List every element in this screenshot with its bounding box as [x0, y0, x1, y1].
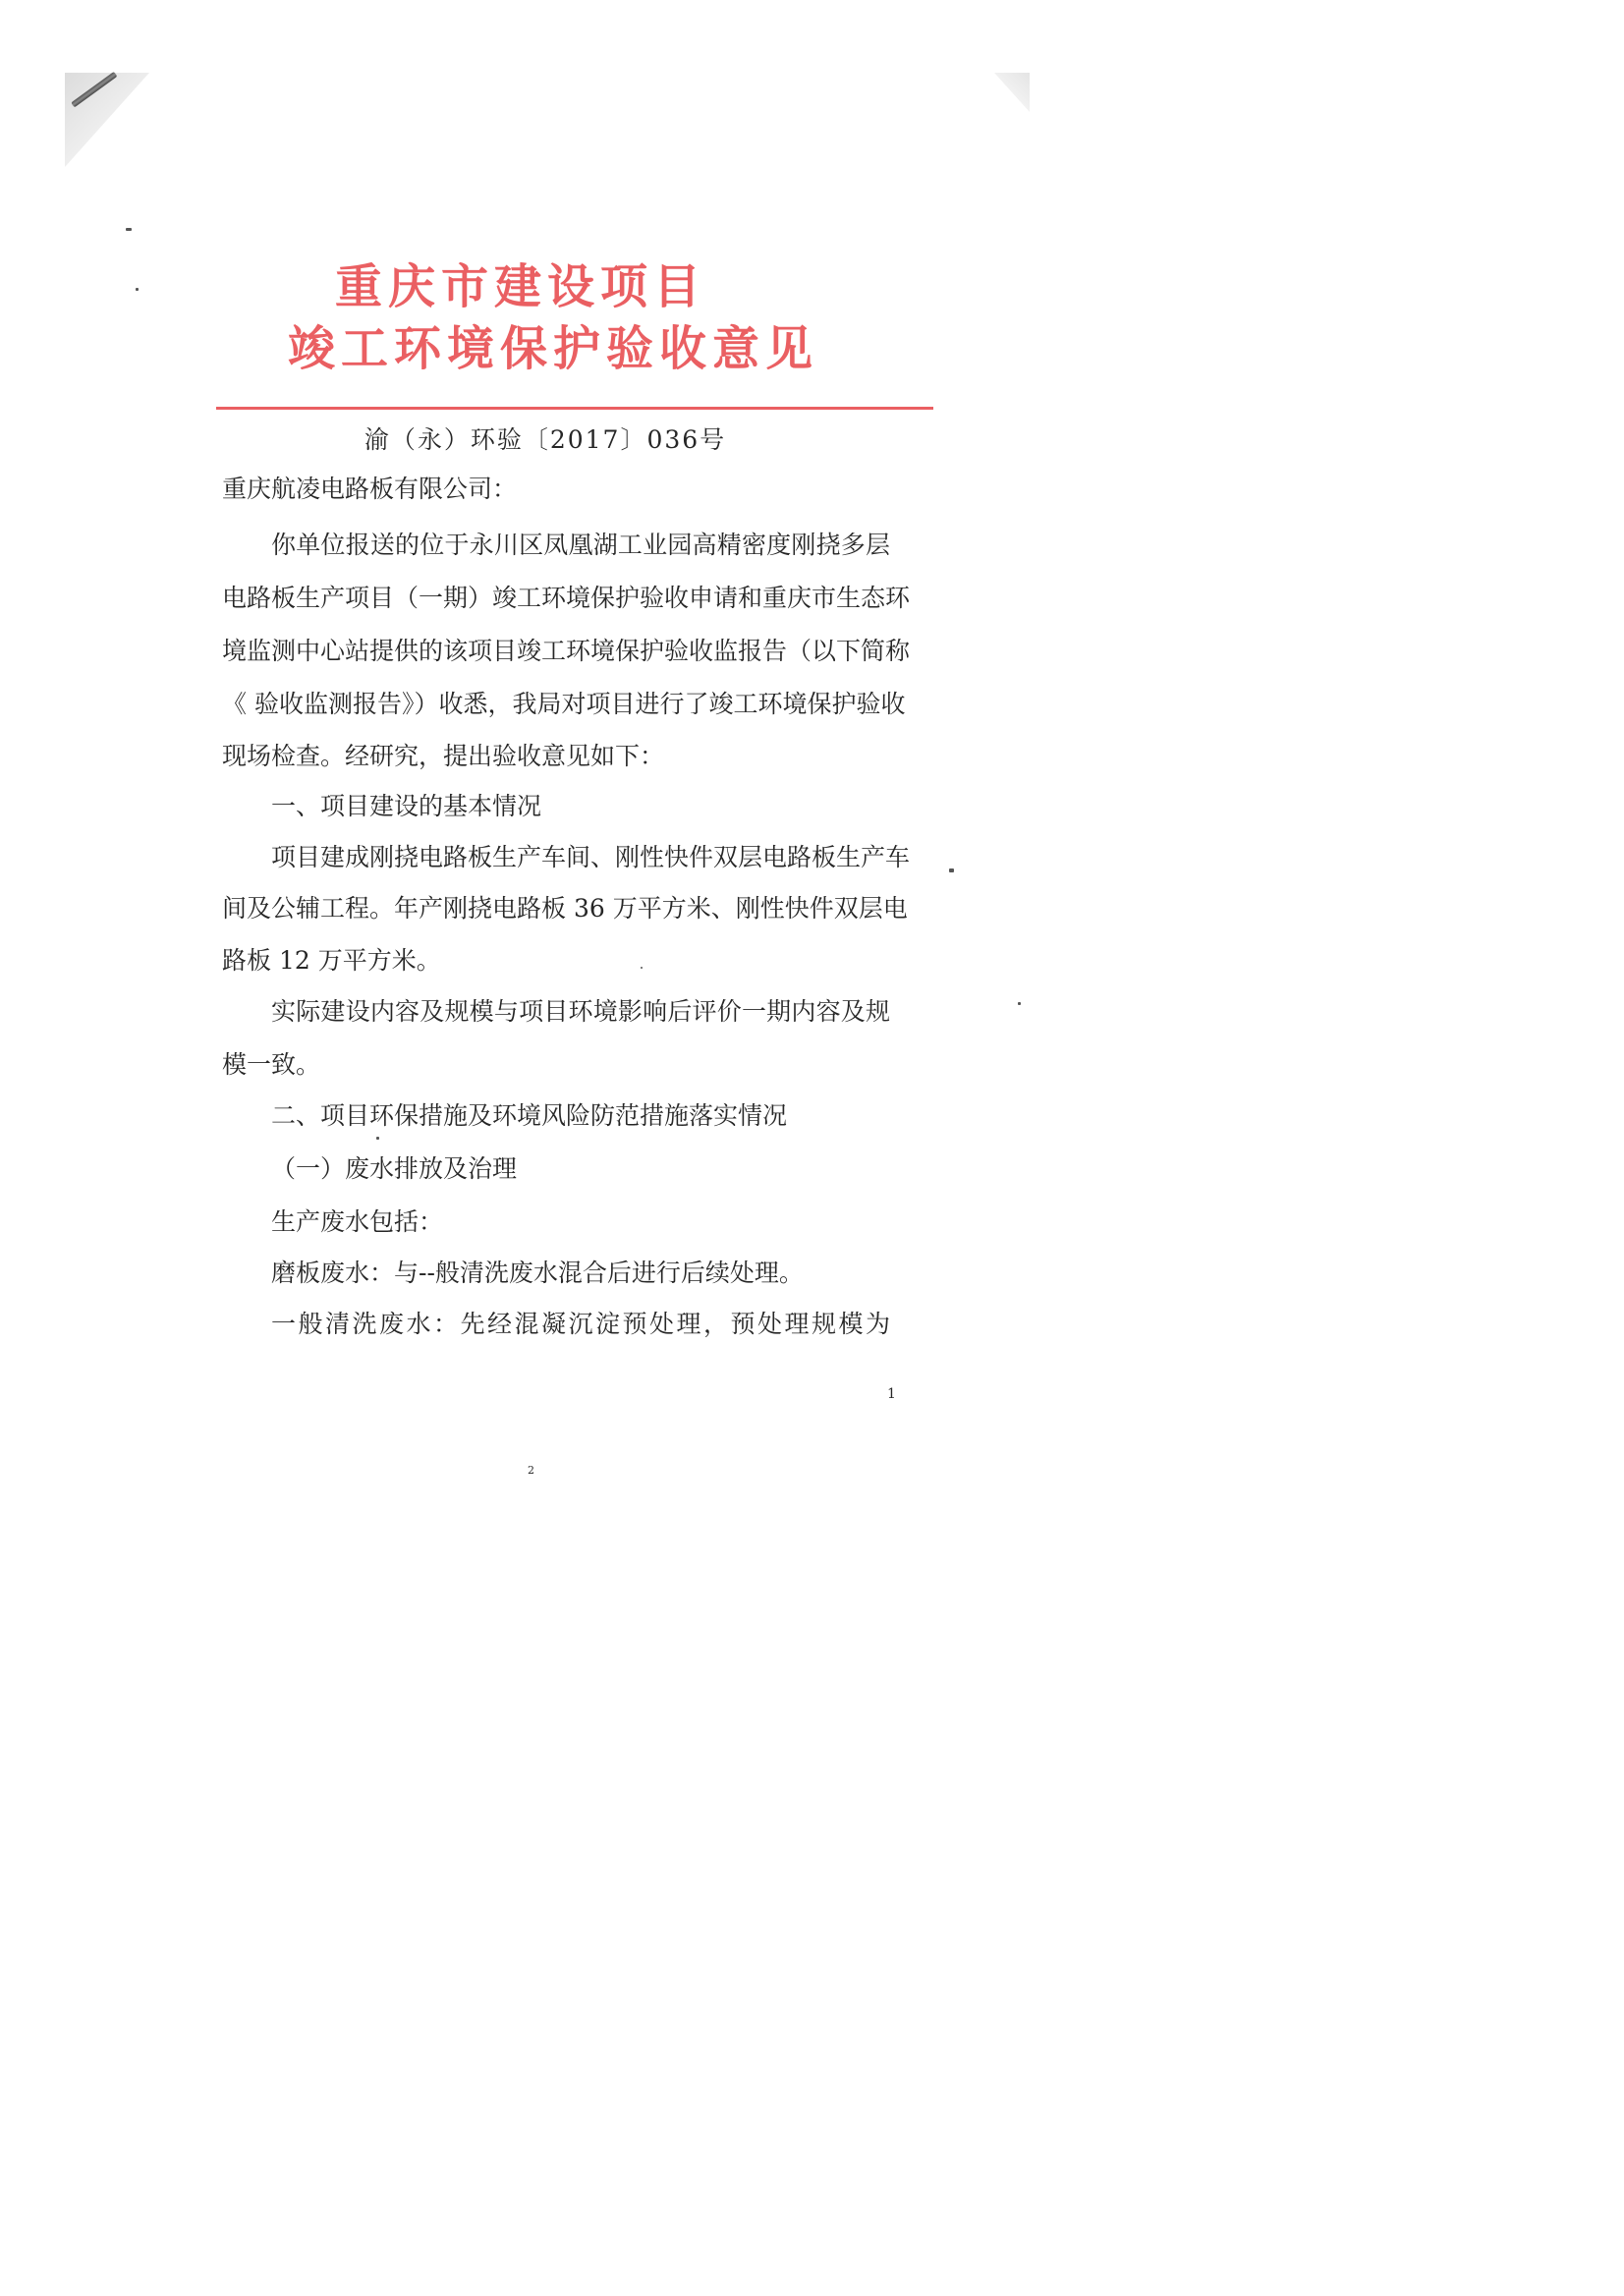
section-heading: 一、项目建设的基本情况 [271, 792, 542, 820]
header-title-line1: 重庆市建设项目 [334, 259, 706, 314]
body-line: 一般清洗废水：先经混凝沉淀预处理，预处理规模为 [271, 1310, 890, 1338]
body-line: 模一致。 [222, 1050, 321, 1079]
scan-speck [126, 228, 132, 231]
section-heading: 二、项目环保措施及环境风险防范措施落实情况 [271, 1101, 788, 1130]
body-line: 生产废水包括： [271, 1207, 444, 1236]
page-number: 1 [887, 1386, 896, 1402]
scan-speck [949, 868, 954, 872]
addressee: 重庆航凌电路板有限公司： [222, 475, 518, 503]
subsection-heading: （一）废水排放及治理 [271, 1154, 518, 1183]
body-line: 路板 12 万平方米。 [222, 946, 441, 975]
header-title-line2: 竣工环境保护验收意见 [287, 321, 818, 376]
scan-speck [641, 967, 643, 969]
body-line: 电路板生产项目（一期）竣工环境保护验收申请和重庆市生态环 [222, 584, 911, 612]
body-line: 间及公辅工程。年产刚挠电路板 36 万平方米、刚性快件双层电 [222, 894, 908, 923]
document-page [0, 0, 1091, 1540]
scan-shadow-top-right [994, 73, 1030, 112]
body-line: 你单位报送的位于永川区凤凰湖工业园高精密度刚挠多层 [271, 531, 890, 559]
footer-mark: 2 [528, 1464, 534, 1477]
body-line: 现场检查。经研究，提出验收意见如下： [222, 742, 665, 770]
header-red-rule [216, 407, 933, 410]
body-line: 磨板废水：与--般清洗废水混合后进行后续处理。 [271, 1259, 804, 1287]
body-line: 境监测中心站提供的该项目竣工环境保护验收监报告（以下简称 [222, 637, 911, 665]
body-line: 《 验收监测报告》）收悉，我局对项目进行了竣工环境保护验收 [222, 690, 906, 718]
body-line: 项目建成刚挠电路板生产车间、刚性快件双层电路板生产车 [271, 843, 911, 871]
scan-speck [376, 1137, 379, 1140]
scan-shadow-top-left [65, 73, 149, 167]
scan-speck [1018, 1002, 1021, 1005]
document-number: 渝（永）环验〔2017〕036号 [364, 425, 727, 454]
body-line: 实际建设内容及规模与项目环境影响后评价一期内容及规 [271, 997, 890, 1026]
